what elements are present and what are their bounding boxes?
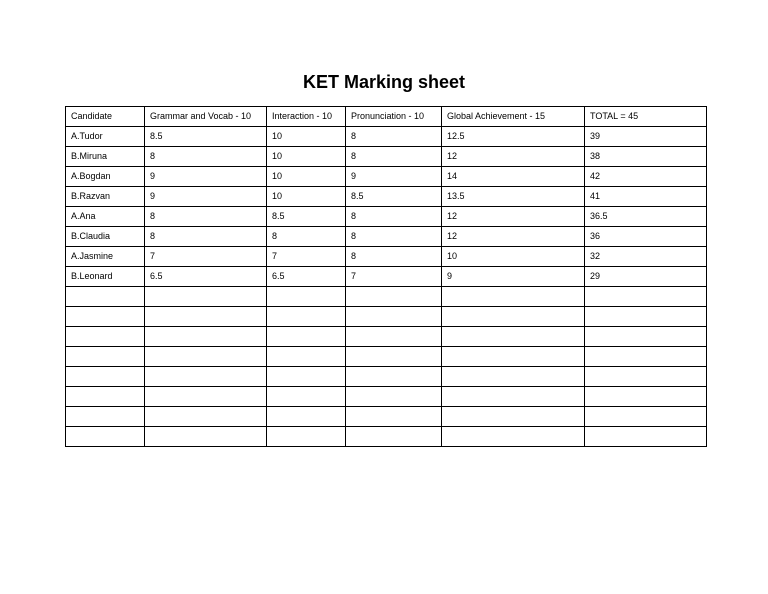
candidate-cell: B.Razvan [66, 187, 145, 207]
candidate-cell: B.Claudia [66, 227, 145, 247]
global-achievement-cell: 9 [442, 267, 585, 287]
header-row [66, 107, 707, 127]
grammar-vocab-cell: 8 [145, 207, 267, 227]
candidate-cell [66, 347, 145, 367]
total-cell: 41 [585, 187, 707, 207]
candidate-cell: B.Miruna [66, 147, 145, 167]
header-pronunciation: Pronunciation - 10 [346, 107, 442, 127]
interaction-cell: 8 [267, 227, 346, 247]
total-cell: 36.5 [585, 207, 707, 227]
global-achievement-cell [442, 347, 585, 367]
grammar-vocab-cell [145, 347, 267, 367]
table-row [66, 167, 707, 187]
grammar-vocab-cell [145, 387, 267, 407]
global-achievement-cell [442, 387, 585, 407]
grammar-vocab-cell: 8.5 [145, 127, 267, 147]
total-cell [585, 387, 707, 407]
total-cell: 42 [585, 167, 707, 187]
global-achievement-cell: 10 [442, 247, 585, 267]
grammar-vocab-cell [145, 427, 267, 447]
interaction-cell [267, 347, 346, 367]
total-cell: 39 [585, 127, 707, 147]
pronunciation-cell [346, 327, 442, 347]
candidate-cell [66, 367, 145, 387]
total-cell: 32 [585, 247, 707, 267]
interaction-cell: 10 [267, 127, 346, 147]
pronunciation-cell: 8 [346, 247, 442, 267]
pronunciation-cell [346, 387, 442, 407]
total-cell [585, 367, 707, 387]
pronunciation-cell [346, 367, 442, 387]
total-cell [585, 287, 707, 307]
pronunciation-cell: 8 [346, 147, 442, 167]
table-row [66, 307, 707, 327]
pronunciation-cell [346, 307, 442, 327]
grammar-vocab-cell: 7 [145, 247, 267, 267]
candidate-cell [66, 307, 145, 327]
header-grammar-vocab: Grammar and Vocab - 10 [145, 107, 267, 127]
table-row [66, 367, 707, 387]
pronunciation-cell: 7 [346, 267, 442, 287]
table-row [66, 287, 707, 307]
global-achievement-cell: 12.5 [442, 127, 585, 147]
total-cell [585, 307, 707, 327]
interaction-cell [267, 387, 346, 407]
pronunciation-cell [346, 427, 442, 447]
candidate-cell [66, 407, 145, 427]
candidate-cell: A.Ana [66, 207, 145, 227]
grammar-vocab-cell: 9 [145, 167, 267, 187]
interaction-cell [267, 287, 346, 307]
table-body [66, 107, 707, 447]
table-row [66, 387, 707, 407]
interaction-cell [267, 407, 346, 427]
interaction-cell: 10 [267, 187, 346, 207]
table-row [66, 347, 707, 367]
interaction-cell [267, 427, 346, 447]
table-row [66, 267, 707, 287]
candidate-cell: A.Bogdan [66, 167, 145, 187]
pronunciation-cell: 9 [346, 167, 442, 187]
table-row [66, 227, 707, 247]
header-candidate: Candidate [66, 107, 145, 127]
global-achievement-cell: 13.5 [442, 187, 585, 207]
candidate-cell [66, 427, 145, 447]
page-title: KET Marking sheet [302, 72, 466, 92]
interaction-cell [267, 307, 346, 327]
pronunciation-cell: 8 [346, 227, 442, 247]
global-achievement-cell [442, 407, 585, 427]
interaction-cell: 6.5 [267, 267, 346, 287]
global-achievement-cell [442, 367, 585, 387]
global-achievement-cell [442, 287, 585, 307]
total-cell [585, 347, 707, 367]
interaction-cell: 10 [267, 167, 346, 187]
total-cell [585, 427, 707, 447]
grammar-vocab-cell: 8 [145, 147, 267, 167]
global-achievement-cell [442, 327, 585, 347]
interaction-cell: 7 [267, 247, 346, 267]
table-row [66, 187, 707, 207]
pronunciation-cell: 8 [346, 207, 442, 227]
pronunciation-cell: 8.5 [346, 187, 442, 207]
global-achievement-cell [442, 307, 585, 327]
candidate-cell [66, 327, 145, 347]
candidate-cell [66, 387, 145, 407]
grammar-vocab-cell [145, 307, 267, 327]
grammar-vocab-cell [145, 407, 267, 427]
total-cell: 38 [585, 147, 707, 167]
table-row [66, 147, 707, 167]
marking-table [65, 106, 707, 447]
interaction-cell [267, 327, 346, 347]
total-cell [585, 327, 707, 347]
pronunciation-cell: 8 [346, 127, 442, 147]
header-total: TOTAL = 45 [585, 107, 707, 127]
total-cell: 29 [585, 267, 707, 287]
candidate-cell: A.Jasmine [66, 247, 145, 267]
grammar-vocab-cell: 6.5 [145, 267, 267, 287]
header-interaction: Interaction - 10 [267, 107, 346, 127]
candidate-cell: A.Tudor [66, 127, 145, 147]
global-achievement-cell: 12 [442, 227, 585, 247]
global-achievement-cell: 12 [442, 147, 585, 167]
global-achievement-cell: 12 [442, 207, 585, 227]
interaction-cell: 10 [267, 147, 346, 167]
grammar-vocab-cell [145, 327, 267, 347]
total-cell [585, 407, 707, 427]
table-row [66, 407, 707, 427]
header-global-achievement: Global Achievement - 15 [442, 107, 585, 127]
interaction-cell: 8.5 [267, 207, 346, 227]
table-row [66, 247, 707, 267]
pronunciation-cell [346, 287, 442, 307]
grammar-vocab-cell [145, 287, 267, 307]
pronunciation-cell [346, 407, 442, 427]
interaction-cell [267, 367, 346, 387]
global-achievement-cell: 14 [442, 167, 585, 187]
grammar-vocab-cell [145, 367, 267, 387]
pronunciation-cell [346, 347, 442, 367]
grammar-vocab-cell: 8 [145, 227, 267, 247]
candidate-cell: B.Leonard [66, 267, 145, 287]
candidate-cell [66, 287, 145, 307]
table-row [66, 127, 707, 147]
grammar-vocab-cell: 9 [145, 187, 267, 207]
table-row [66, 327, 707, 347]
table-row [66, 207, 707, 227]
total-cell: 36 [585, 227, 707, 247]
table-row [66, 427, 707, 447]
global-achievement-cell [442, 427, 585, 447]
